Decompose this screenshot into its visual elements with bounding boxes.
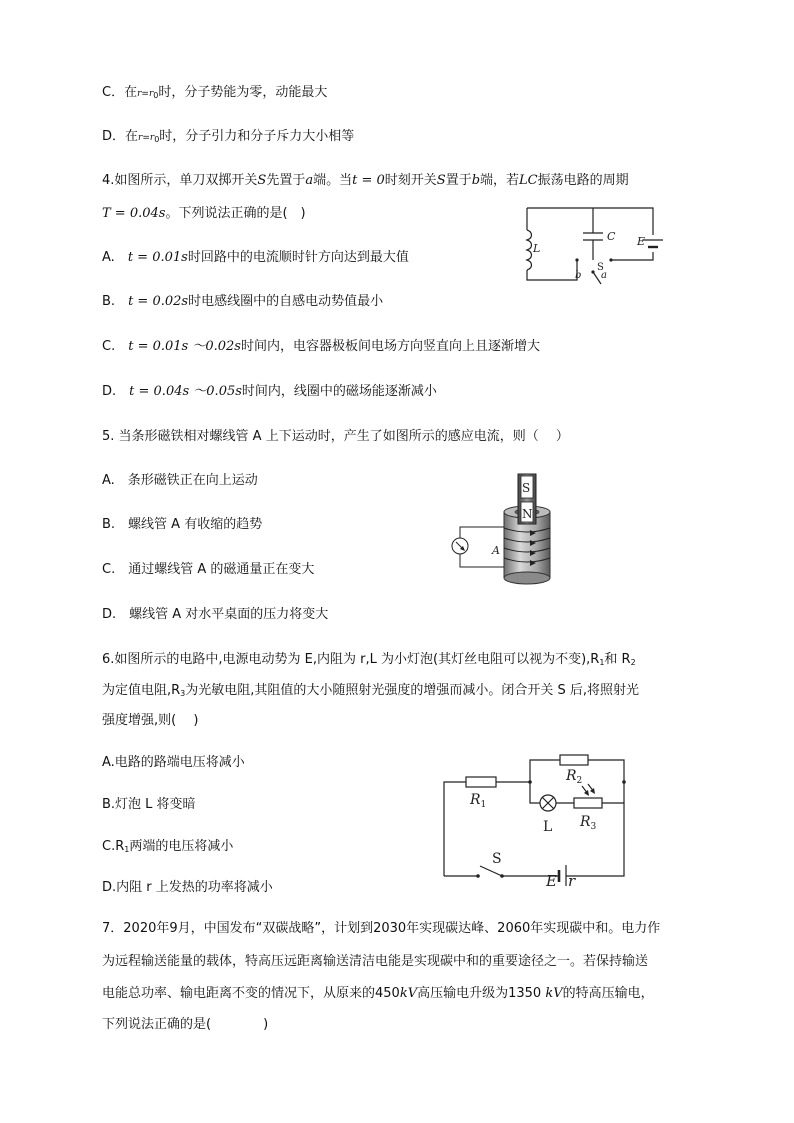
q6-c-sub: 1: [124, 845, 130, 854]
q6-text-4: 为光敏电阻,其阻值的大小随照射光强度的增强而减小。闭合开关 S 后,将照射光: [185, 683, 640, 698]
q4-c-text: 时间内，电容器极板间电场方向竖直向上且逐渐增大: [240, 339, 540, 354]
q7-text-1: 电能总功率、输电距离不变的情况下，从原来的450: [102, 986, 400, 1001]
q3-c-prefix: C．在: [102, 85, 138, 100]
solenoid-label-A: A: [492, 544, 500, 557]
q6-stem-line3: 强度增强,则( ): [102, 713, 199, 728]
q6-text-1: 6.如图所示的电路中,电源电动势为 E,内阻为 r,L 为小灯泡(其灯丝电阻可以视为不变),R: [102, 652, 600, 667]
q6-label-R2: $R_2$: [566, 768, 583, 786]
q6-c-text-1: C.R: [102, 839, 125, 854]
q6-label-S: S: [492, 851, 502, 867]
q4-s2: S: [436, 173, 446, 188]
q4-option-d: [102, 383, 437, 401]
q6-stem-line2: [102, 682, 639, 703]
q3-d-prefix: D．在: [102, 129, 139, 144]
q6-label-E: E: [546, 872, 557, 886]
q7-text-3: 的特高压输电，: [562, 986, 654, 1001]
q6-label-R1: $R_1$: [470, 792, 487, 810]
q4-s1: S: [257, 173, 267, 188]
q4-lc: LC: [519, 173, 538, 188]
q4-text-4: 时刻开关: [384, 173, 437, 188]
lc-label-S: S: [597, 262, 604, 273]
q6-c-text-2: 两端的电压将减小: [129, 839, 234, 854]
q6-option-a: A.电路的路端电压将减小: [102, 755, 245, 770]
q4-a-time: t = 0.01s: [127, 250, 188, 265]
magnet-label-N: N: [522, 507, 533, 521]
lc-label-C: C: [607, 230, 616, 243]
q6-sub-1: 1: [599, 658, 605, 667]
lc-label-b: b: [575, 270, 582, 281]
q6-option-d: D.内阻 r 上发热的功率将减小: [102, 880, 273, 895]
q3-d-eq: =: [142, 133, 150, 143]
q3-c-sub0: 0: [153, 91, 159, 100]
q6-sub-2: 2: [630, 658, 636, 667]
q4-c-time: t = 0.01s ～0.02s: [128, 339, 241, 354]
q5-stem: 5. 当条形磁铁相对螺线管 A 上下运动时，产生了如图所示的感应电流，则（ ）: [102, 429, 569, 444]
q3-c-r: r: [137, 89, 142, 99]
q4-text-5: 置于: [445, 173, 472, 188]
q4-text-8: 。下列说法正确的是( ): [165, 206, 306, 221]
q6-text-3: 为定值电阻,R: [102, 683, 181, 698]
lc-label-a: a: [601, 270, 607, 281]
q4-b: b: [471, 173, 481, 188]
q4-text-7: 振荡电路的周期: [537, 173, 629, 188]
q7-text-2: 高压输电升级为1350: [417, 986, 546, 1001]
q6-text-2: 和 R: [604, 652, 631, 667]
q4-text-6: 端，若: [480, 173, 520, 188]
q6-option-b: B.灯泡 L 将变暗: [102, 797, 196, 812]
q4-text-1: 4.如图所示，单刀双掷开关: [102, 173, 258, 188]
q4-b-text: 时电感线圈中的自感电动势值最小: [188, 294, 384, 309]
q4-option-a: [102, 249, 409, 267]
q3-c-r0: r: [148, 89, 154, 99]
q4-stem-line2: [102, 205, 306, 223]
q6-circuit-figure: [436, 748, 632, 886]
q6-label-R3: $R_3$: [580, 814, 597, 832]
q7-unit-1: kV: [399, 986, 418, 1001]
q6-stem-line1: [102, 651, 636, 672]
lc-label-L: L: [533, 242, 541, 255]
q5-option-b: B. 螺线管 A 有收缩的趋势: [102, 517, 263, 532]
q6-option-c: [102, 838, 233, 859]
q7-stem-line2: 为远程输送能量的载体，特高压远距离输送清洁电能是实现碳中和的重要途径之一。若保持输送: [102, 954, 649, 969]
q7-unit-2: kV: [545, 986, 563, 1001]
q3-c-eq: =: [141, 89, 149, 99]
q4-t0: t = 0: [352, 173, 385, 188]
q6-label-L: L: [543, 819, 553, 835]
q4-text-3: 端。当: [313, 173, 353, 188]
lc-label-E: E: [637, 235, 646, 248]
q4-a-label: A.: [102, 250, 128, 265]
q4-c-label: C.: [102, 339, 129, 354]
q4-b-label: B.: [102, 294, 129, 309]
q6-label-r: r: [568, 872, 576, 886]
lc-circuit-figure: [515, 200, 675, 292]
q7-stem-line3: [102, 985, 654, 1003]
q4-d-time: t = 0.04s ～0.05s: [129, 384, 242, 399]
q3-d-r: r: [138, 133, 143, 143]
q4-d-label: D.: [102, 384, 130, 399]
q5-option-a: A. 条形磁铁正在向上运动: [102, 473, 258, 488]
q4-option-c: [102, 338, 540, 356]
q4-a-text: 时回路中的电流顺时针方向达到最大值: [187, 250, 409, 265]
q4-d-text: 时间内，线圈中的磁场能逐渐减小: [241, 384, 437, 399]
solenoid-figure: [446, 470, 558, 590]
q7-stem-line1: 7．2020年9月，中国发布“双碳战略”，计划到2030年实现碳达峰、2060年实现碳中和。电力作: [102, 921, 661, 936]
q3-d-r0: r: [149, 133, 155, 143]
q5-option-c: C. 通过螺线管 A 的磁通量正在变大: [102, 562, 315, 577]
magnet-label-S: S: [522, 481, 531, 495]
q3-option-c: [102, 84, 327, 105]
q4-text-2: 先置于: [266, 173, 306, 188]
q5-option-d: D. 螺线管 A 对水平桌面的压力将变大: [102, 607, 329, 622]
q4-b-time: t = 0.02s: [128, 294, 189, 309]
q4-period: T = 0.04s: [102, 206, 166, 221]
q3-d-text: 时，分子引力和分子斥力大小相等: [159, 129, 355, 144]
q3-option-d: [102, 128, 354, 149]
q4-a: a: [305, 173, 314, 188]
q6-sub-3: 3: [180, 689, 186, 698]
q3-d-sub0: 0: [154, 135, 160, 144]
q3-c-text: 时，分子势能为零，动能最大: [158, 85, 328, 100]
q4-stem-line1: [102, 172, 629, 190]
q4-option-b: [102, 293, 383, 311]
q7-stem-line4: 下列说法正确的是( ): [102, 1017, 269, 1032]
